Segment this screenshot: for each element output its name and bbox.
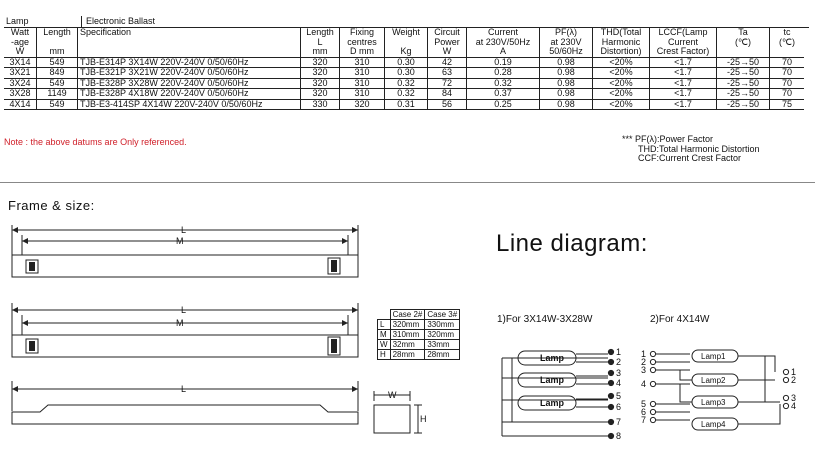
table-cell: 84 (428, 89, 467, 100)
terminal-pin (783, 395, 788, 400)
table-cell: 310 (340, 78, 385, 89)
dim-W: W (388, 390, 397, 400)
table-row (378, 330, 460, 340)
spec-col-header: Length mm (37, 28, 78, 57)
table-cell: Case 3# (425, 310, 460, 320)
pin-label: 3 (641, 365, 647, 375)
table-cell: TJB-E328P 4X18W 220V-240V 0/50/60Hz (78, 89, 301, 100)
pin-label: 5 (616, 391, 622, 401)
table-cell: 0.30 (385, 57, 428, 68)
line-diagrams (490, 340, 810, 445)
terminal-pin (608, 359, 613, 364)
table-row (4, 89, 804, 100)
legend-ccf: CCF:Current Crest Factor (638, 153, 742, 163)
ballast-header: Electronic Ballast (86, 16, 156, 26)
table-cell: TJB-E328P 3X28W 220V-240V 0/50/60Hz (78, 78, 301, 89)
lamp2-label: Lamp2 (701, 376, 726, 385)
table-cell: 70 (770, 57, 805, 68)
table-row (4, 57, 804, 68)
frame-title: Frame & size: (8, 198, 95, 213)
spec-col-header: Ta (℃) (717, 28, 770, 57)
table-cell: 0.98 (540, 99, 593, 110)
table-cell: -25→50 (717, 89, 770, 100)
terminal-pin (608, 370, 613, 375)
lamp-label-1: Lamp (540, 353, 565, 363)
table-cell: 3X21 (4, 68, 37, 79)
table-cell: 28mm (390, 350, 425, 360)
table-cell: 0.98 (540, 68, 593, 79)
table-cell: <20% (593, 68, 650, 79)
dim-L-1: L (181, 225, 187, 235)
terminal-pin (650, 409, 655, 414)
table-cell: 0.32 (385, 78, 428, 89)
table-cell: <20% (593, 57, 650, 68)
table-cell: <1.7 (650, 57, 717, 68)
spec-col-header: Fixing centres D mm (340, 28, 385, 57)
pin-label: 1 (616, 347, 622, 357)
table-cell: 0.37 (467, 89, 540, 100)
table-cell: 0.28 (467, 68, 540, 79)
terminal-pin (608, 404, 613, 409)
section-divider (0, 182, 815, 183)
table-row (378, 310, 460, 320)
terminal-pin (650, 367, 655, 372)
table-cell: 0.19 (467, 57, 540, 68)
table-cell: 33mm (425, 340, 460, 350)
table-cell: 320mm (425, 330, 460, 340)
pin-label: 7 (616, 417, 622, 427)
spec-col-header: Length L mm (301, 28, 340, 57)
pin-label: 8 (616, 431, 622, 441)
table-cell: 70 (770, 78, 805, 89)
table-cell: Case 2# (390, 310, 425, 320)
case-size-table (377, 309, 460, 360)
table-cell: 330 (301, 99, 340, 110)
spec-table-header (4, 28, 804, 57)
table-cell: -25→50 (717, 68, 770, 79)
pin-label: 2 (791, 375, 797, 385)
pin-label: 6 (641, 407, 647, 417)
table-cell: 0.98 (540, 57, 593, 68)
table-cell: 28mm (425, 350, 460, 360)
spec-col-header: Watt -age W (4, 28, 37, 57)
pin-label: 3 (791, 393, 797, 403)
spec-col-header: tc (℃) (778, 27, 796, 47)
table-cell: 70 (770, 89, 805, 100)
lamp1-label: Lamp1 (701, 352, 726, 361)
diagram-right-title: 2)For 4X14W (650, 314, 710, 325)
table-cell: 0.32 (385, 89, 428, 100)
pin-label: 2 (616, 357, 622, 367)
spec-col-header: Current at 230V/50Hz A (467, 28, 540, 57)
table-cell: H (378, 350, 391, 360)
table-row (4, 68, 804, 79)
table-cell: 3X14 (4, 57, 37, 68)
spec-col-header: LCCF(Lamp Current Crest Factor) (650, 28, 717, 57)
pin-label: 5 (641, 399, 647, 409)
table-cell: 549 (37, 99, 78, 110)
table-cell: <20% (593, 89, 650, 100)
table-cell: L (378, 320, 391, 330)
table-cell: 310 (340, 57, 385, 68)
table-cell: 3X28 (4, 89, 37, 100)
spec-col-header: PF(λ) at 230V 50/60Hz (540, 28, 593, 57)
spec-col-header: THD(Total Harmonic Distortion) (593, 28, 650, 57)
table-cell: TJB-E3-414SP 4X14W 220V-240V 0/50/60Hz (78, 99, 301, 110)
table-cell: 4X14 (4, 99, 37, 110)
wiring-4-lamp (656, 350, 780, 430)
legend-pf: *** PF(λ):Power Factor (622, 134, 714, 144)
dim-M-1: M (176, 236, 184, 246)
table-cell: 320 (340, 99, 385, 110)
spec-table-body (4, 57, 804, 110)
pin-label: 4 (616, 378, 622, 388)
table-row (4, 99, 804, 110)
wiring-3-lamp (502, 351, 608, 436)
table-cell: 72 (428, 78, 467, 89)
table-cell: <20% (593, 78, 650, 89)
table-cell: 849 (37, 68, 78, 79)
table-cell: 0.32 (467, 78, 540, 89)
table-cell: 0.98 (540, 78, 593, 89)
terminal-pin (783, 403, 788, 408)
table-cell: 63 (428, 68, 467, 79)
table-cell: -25→50 (717, 99, 770, 110)
pin-label: 4 (641, 379, 647, 389)
pin-label: 2 (641, 357, 647, 367)
lamp-label-2: Lamp (540, 375, 565, 385)
table-cell: <1.7 (650, 68, 717, 79)
table-cell: <1.7 (650, 89, 717, 100)
dim-L-2: L (181, 305, 187, 315)
table-cell: <20% (593, 99, 650, 110)
terminal-pin (650, 351, 655, 356)
table-cell: M (378, 330, 391, 340)
pin-label: 7 (641, 415, 647, 425)
table-row (378, 350, 460, 360)
table-cell: 310mm (390, 330, 425, 340)
lamp4-label: Lamp4 (701, 420, 726, 429)
dim-M-2: M (176, 318, 184, 328)
table-cell: 70 (770, 68, 805, 79)
dim-H: H (420, 414, 427, 424)
terminal-pin (650, 381, 655, 386)
table-row (378, 340, 460, 350)
table-cell: 549 (37, 78, 78, 89)
table-cell: 320 (301, 57, 340, 68)
table-cell: 0.30 (385, 68, 428, 79)
note-text: Note : the above datums are Only referenced. (4, 137, 187, 147)
table-cell: 1149 (37, 89, 78, 100)
ballast-end-view (374, 391, 422, 433)
table-cell: 320 (301, 78, 340, 89)
legend-thd: THD:Total Harmonic Distortion (638, 143, 760, 154)
terminal-pin (650, 359, 655, 364)
table-cell: 42 (428, 57, 467, 68)
table-cell: 56 (428, 99, 467, 110)
pin-label: 1 (791, 367, 797, 377)
table-cell: TJB-E314P 3X14W 220V-240V 0/50/60Hz (78, 57, 301, 68)
diagram-left-title: 1)For 3X14W-3X28W (497, 314, 593, 325)
pin-label: 3 (616, 368, 622, 378)
table-row (378, 320, 460, 330)
terminal-pin (650, 417, 655, 422)
table-cell: 320mm (390, 320, 425, 330)
line-diagram-title: Line diagram: (496, 230, 648, 257)
table-cell: 310 (340, 89, 385, 100)
dim-L-3: L (181, 384, 187, 394)
table-cell: 310 (340, 68, 385, 79)
table-cell: 75 (770, 99, 805, 110)
terminal-pin (608, 380, 613, 385)
terminal-pin (608, 393, 613, 398)
table-cell: TJB-E321P 3X21W 220V-240V 0/50/60Hz (78, 68, 301, 79)
table-row (4, 78, 804, 89)
terminal-pin (608, 349, 613, 354)
table-cell: 0.31 (385, 99, 428, 110)
table-cell: 0.25 (467, 99, 540, 110)
table-cell: 549 (37, 57, 78, 68)
spec-col-header: Circuit Power W (428, 28, 467, 57)
terminal-pin (608, 419, 613, 424)
pin-label: 6 (616, 402, 622, 412)
lamp3-label: Lamp3 (701, 398, 726, 407)
pin-label: 4 (791, 401, 797, 411)
table-cell: 0.98 (540, 89, 593, 100)
lamp-label-3: Lamp (540, 398, 565, 408)
spec-table (4, 28, 804, 110)
table-cell: <1.7 (650, 78, 717, 89)
pin-label: 1 (641, 349, 647, 359)
table-cell: -25→50 (717, 78, 770, 89)
table-cell (378, 310, 391, 320)
spec-col-header: Specification (78, 28, 301, 57)
terminal-pin (608, 433, 613, 438)
table-cell: 320 (301, 68, 340, 79)
lamp-header: Lamp (6, 16, 29, 26)
table-cell: 320 (301, 89, 340, 100)
terminal-pin (650, 401, 655, 406)
table-cell: -25→50 (717, 57, 770, 68)
table-cell: 3X24 (4, 78, 37, 89)
table-cell: <1.7 (650, 99, 717, 110)
spec-col-header: Weight Kg (385, 28, 428, 57)
table-cell: 32mm (390, 340, 425, 350)
table-cell: 330mm (425, 320, 460, 330)
table-cell: W (378, 340, 391, 350)
left-diagram-pins (608, 347, 621, 441)
terminal-pin (783, 369, 788, 374)
terminal-pin (783, 377, 788, 382)
legend (622, 135, 760, 164)
